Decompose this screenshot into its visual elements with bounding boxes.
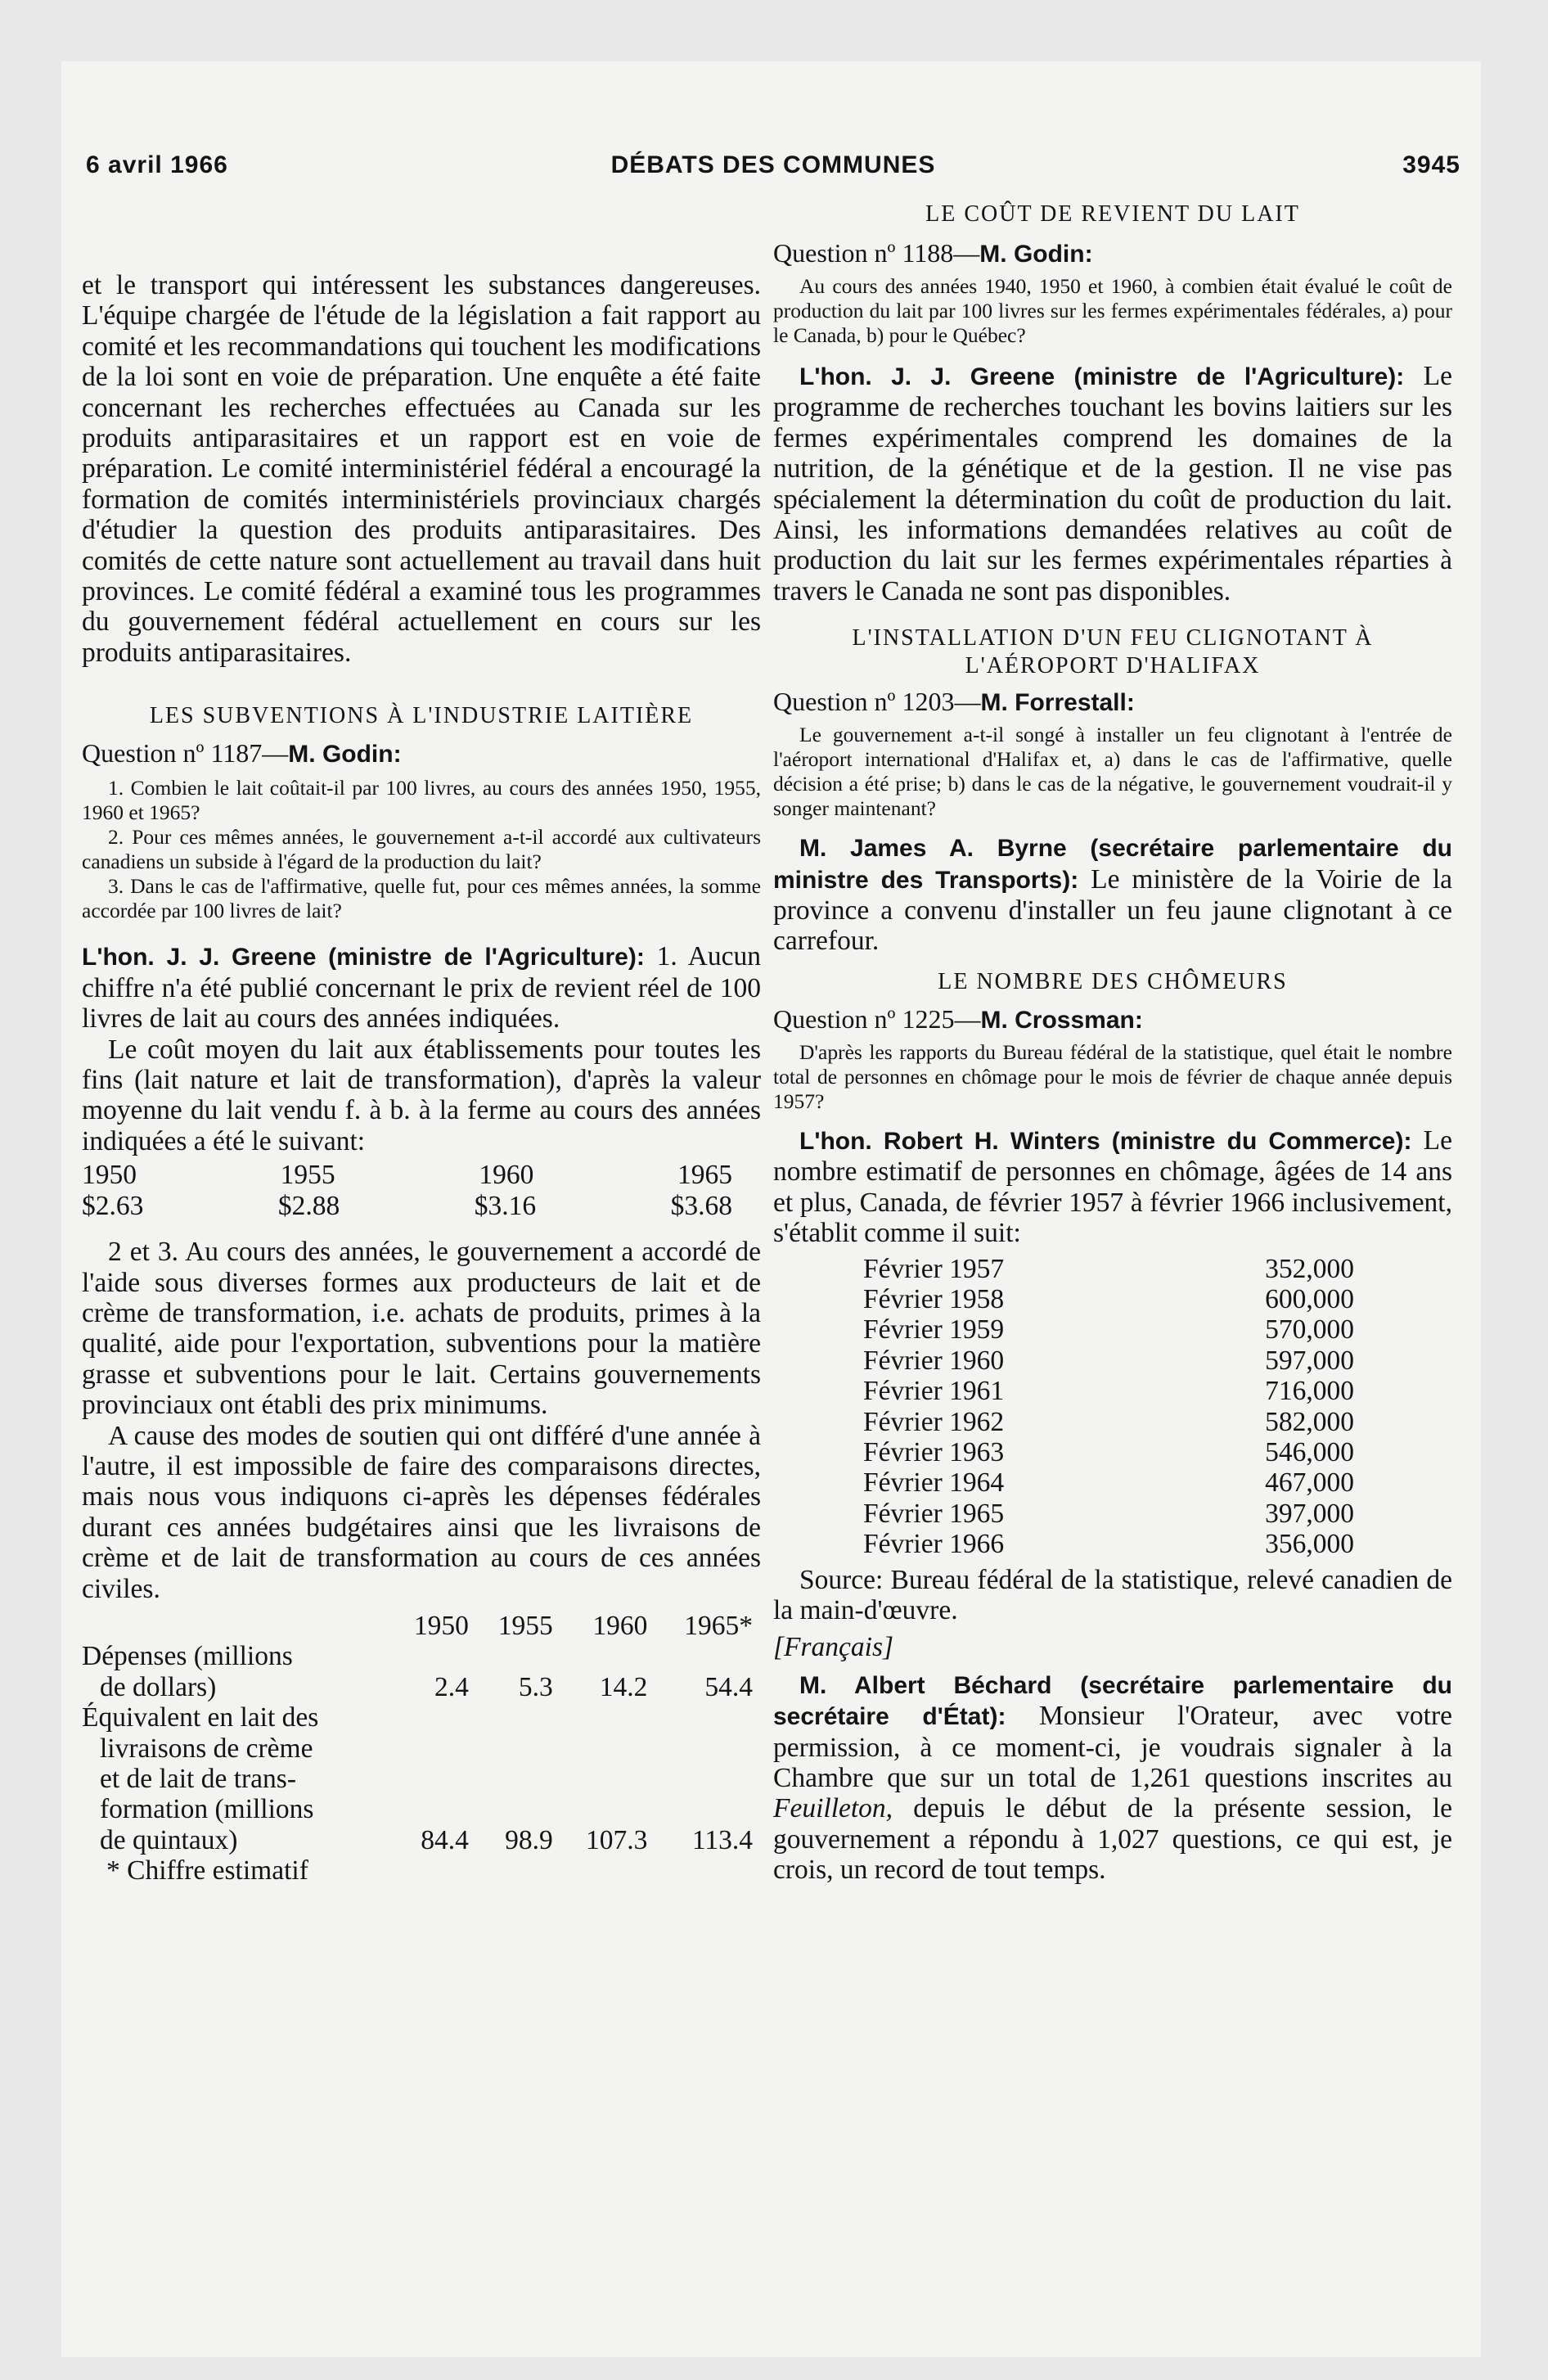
table-cell: 5.3 (518, 1671, 553, 1702)
table-row (863, 1284, 1354, 1314)
expenditure-table (82, 1611, 753, 1855)
question-author: M. Godin: (979, 241, 1093, 268)
question-number: Question nº 1188— (773, 238, 980, 268)
header-date: 6 avril 1966 (86, 151, 228, 178)
price-table-values (82, 1191, 761, 1222)
speaker-name: M. Albert Béchard (secrétaire parlementaire du secrétaire d'État): (773, 1671, 1452, 1731)
paragraph: 2 et 3. Au cours des années, le gouvernement a accordé de l'aide sous diverses formes aux producteurs de lait et de crème de transformation, i.e. achats de produits, primes à la qualité, aide pour l'exportation, subventions pour la matière grasse et subventions pour le lait. Certains gouvernements provinciaux ont établi des prix minimums. (82, 1237, 761, 1421)
answer-text: Monsieur l'Orateur, avec votre permission, à ce moment-ci, je voudrais signaler à la Chambre que sur un total de 1,261 questions inscrites au (773, 1701, 1452, 1793)
question-line (82, 738, 761, 769)
table-row (863, 1499, 1354, 1529)
question-text: 3. Dans le cas de l'affirmative, quelle fut, pour ces mêmes années, la somme accordée par 100 livres de lait? (82, 874, 761, 923)
price-cell: $2.63 (82, 1191, 144, 1222)
row-label-line: de quintaux) (100, 1824, 238, 1855)
question-author: M. Godin: (288, 741, 402, 769)
row-label-line: livraisons de crème (100, 1733, 313, 1764)
table-row (82, 1702, 753, 1855)
month-cell: Février 1958 (863, 1283, 1005, 1314)
value-cell: 546,000 (1265, 1436, 1354, 1467)
value-cell: 356,000 (1265, 1529, 1354, 1560)
year-cell: 1950 (82, 1160, 137, 1191)
table-footnote: * Chiffre estimatif (106, 1855, 308, 1886)
question-line (773, 687, 1452, 718)
table-header-cell: 1955 (497, 1611, 553, 1641)
section-heading: LE NOMBRE DES CHÔMEURS (938, 968, 1288, 994)
month-cell: Février 1965 (863, 1498, 1005, 1529)
unemployment-table (863, 1254, 1354, 1560)
question-line (773, 238, 1452, 269)
year-cell: 1955 (280, 1160, 335, 1191)
right-column (773, 201, 1452, 1886)
question-number: Question nº 1187— (82, 738, 289, 769)
answer-paragraph (773, 361, 1452, 606)
speaker-name: L'hon. Robert H. Winters (ministre du Commerce): (799, 1127, 1412, 1155)
value-cell: 600,000 (1265, 1283, 1354, 1314)
month-cell: Février 1962 (863, 1406, 1005, 1437)
section-heading: LES SUBVENTIONS À L'INDUSTRIE LAITIÈRE (149, 703, 694, 729)
month-cell: Février 1966 (863, 1529, 1005, 1560)
section-heading: L'INSTALLATION D'UN FEU CLIGNOTANT À (852, 625, 1374, 651)
value-cell: 397,000 (1265, 1498, 1354, 1529)
value-cell: 352,000 (1265, 1253, 1354, 1284)
question-number: Question nº 1203— (773, 687, 981, 717)
table-row (82, 1641, 753, 1702)
paragraph: et le transport qui intéressent les substances dangereuses. L'équipe chargée de l'étude de la législation a fait rapport au comité et les recommandations qui touchent les modifications de la loi sont en voie de préparation. Une enquête a été faite concernant les recherches effectuées au Canada sur les produits antiparasitaires et un rapport est en voie de préparation. Le comité interministériel fédéral a encouragé la formation de comités interministériels provinciaux chargés d'étudier la question des produits antiparasitaires. Des comités de cette nature sont actuellement au travail dans huit provinces. Le comité fédéral a examiné tous les programmes du gouvernement fédéral actuellement en cours sur les produits antiparasitaires. (82, 270, 761, 668)
header-title: DÉBATS DES COMMUNES (610, 151, 936, 178)
table-row (863, 1467, 1354, 1498)
table-row (863, 1254, 1354, 1284)
question-author: M. Forrestall: (980, 689, 1135, 717)
price-cell: $3.16 (474, 1191, 537, 1222)
speaker-name: L'hon. J. J. Greene (ministre de l'Agriculture): (799, 363, 1405, 390)
question-number: Question nº 1225— (773, 1003, 981, 1034)
speaker-name: L'hon. J. J. Greene (ministre de l'Agriculture): (82, 944, 645, 971)
value-cell: 467,000 (1265, 1467, 1354, 1499)
table-cell: 113.4 (691, 1824, 753, 1855)
section-heading: L'AÉROPORT D'HALIFAX (965, 653, 1261, 679)
value-cell: 582,000 (1265, 1406, 1354, 1437)
year-cell: 1965 (677, 1160, 732, 1191)
value-cell: 716,000 (1265, 1376, 1354, 1407)
answer-text: Le programme de recherches touchant les bovins laitiers sur les fermes expérimentales comprend les domaines de la nutrition, de la génétique et de la gestion. Il ne vise pas spécialement la détermination du coût de production du lait. Ainsi, les informations demandées relatives au coût de production du lait sur les fermes expérimentales réparties à travers le Canada ne sont pas disponibles. (773, 361, 1452, 606)
row-label-line: Dépenses (millions (82, 1641, 293, 1672)
question-line (773, 1004, 1452, 1035)
table-cell: 98.9 (505, 1824, 553, 1855)
price-table (82, 1160, 761, 1222)
question-text: Au cours des années 1940, 1950 et 1960, à combien était évalué le coût de production du lait par 100 livres sur les fermes expérimentales fédérales, a) pour le Canada, b) pour le Québec? (773, 274, 1452, 347)
language-marker: [Français] (773, 1632, 894, 1663)
answer-paragraph (773, 1670, 1452, 1886)
paragraph: A cause des modes de soutien qui ont différé d'une année à l'autre, il est impossible de faire des comparaisons directes, mais nous vous indiquons ci-après les dépenses fédérales durant ces années budgétaires ainsi que les livraisons de crème et de lait de transformation au cours de ces années civiles. (82, 1420, 761, 1604)
question-author: M. Crossman: (980, 1006, 1143, 1034)
row-label (82, 1641, 385, 1702)
answer-text: Le nombre estimatif de personnes en chômage, âgées de 14 ans et plus, Canada, de février 1957 à février 1966 inclusivement, s'établit comme il suit: (773, 1125, 1452, 1249)
answer-paragraph (82, 941, 761, 1034)
table-header-cell: 1960 (592, 1611, 648, 1641)
table-row (863, 1407, 1354, 1437)
table-header-cell: 1965* (684, 1611, 753, 1641)
page-header (86, 151, 1460, 192)
row-label (82, 1702, 385, 1855)
answer-text-italic: Feuilleton, (773, 1793, 893, 1824)
row-label-line: formation (millions (100, 1794, 314, 1825)
value-cell: 597,000 (1265, 1345, 1354, 1376)
question-text: Le gouvernement a-t-il songé à installer un feu clignotant à l'entrée de l'aéroport international d'Halifax et, a) dans le cas de l'affirmative, quelle décision a été prise; b) dans le cas de la négative, le gouvernement voudrait-il y songer maintenant? (773, 723, 1452, 821)
value-cell: 570,000 (1265, 1314, 1354, 1346)
table-row (863, 1437, 1354, 1467)
section-heading: LE COÛT DE REVIENT DU LAIT (925, 201, 1300, 227)
price-cell: $3.68 (670, 1191, 732, 1222)
table-cell: 14.2 (599, 1671, 648, 1702)
price-table-years (82, 1160, 761, 1191)
answer-paragraph (773, 832, 1452, 957)
table-cell: 84.4 (421, 1824, 469, 1855)
table-cell: 107.3 (586, 1824, 648, 1855)
question-text: 2. Pour ces mêmes années, le gouvernement a-t-il accordé aux cultivateurs canadiens un subside à l'égard de la production du lait? (82, 825, 761, 874)
month-cell: Février 1961 (863, 1376, 1005, 1407)
source-note: Source: Bureau fédéral de la statistique, relevé canadien de la main-d'œuvre. (773, 1564, 1452, 1625)
month-cell: Février 1960 (863, 1345, 1005, 1376)
question-text: 1. Combien le lait coûtait-il par 100 livres, au cours des années 1950, 1955, 1960 et 1965? (82, 776, 761, 825)
table-row (863, 1314, 1354, 1345)
page (61, 61, 1481, 2357)
row-label-line: de dollars) (100, 1671, 217, 1702)
table-header-row (82, 1611, 753, 1641)
month-cell: Février 1959 (863, 1314, 1005, 1346)
question-text: D'après les rapports du Bureau fédéral de la statistique, quel était le nombre total de personnes en chômage pour le mois de février de chaque année depuis 1957? (773, 1039, 1452, 1113)
year-cell: 1960 (479, 1160, 534, 1191)
answer-paragraph (773, 1125, 1452, 1249)
row-label-line: et de lait de trans- (100, 1764, 296, 1795)
answer-text: depuis le début de la présente session, le gouvernement a répondu à 1,027 questions, ce qui est, je crois, un record de tout temps. (773, 1793, 1452, 1886)
month-cell: Février 1963 (863, 1436, 1005, 1467)
table-row (863, 1529, 1354, 1559)
row-label-line: Équivalent en lait des (82, 1702, 319, 1733)
table-header-cell: 1950 (413, 1611, 469, 1641)
left-column (82, 201, 761, 1886)
speaker-name: M. James A. Byrne (secrétaire parlementaire du ministre des Transports): (773, 835, 1452, 894)
answer-text: 1. Aucun chiffre n'a été publié concernant le prix de revient réel de 100 livres de lait au cours des années indiquées. (82, 941, 761, 1034)
paragraph: Le coût moyen du lait aux établissements pour toutes les fins (lait nature et lait de transformation), d'après la valeur moyenne du lait vendu f. à b. à la ferme au cours des années indiquées a été le suivant: (82, 1034, 761, 1156)
answer-text: Le ministère de la Voirie de la province a convenu d'installer un feu jaune clignotant à ce carrefour. (773, 863, 1452, 957)
table-cell: 54.4 (704, 1671, 753, 1702)
price-cell: $2.88 (277, 1191, 340, 1222)
header-page-number: 3945 (1402, 151, 1460, 178)
month-cell: Février 1957 (863, 1253, 1005, 1284)
month-cell: Février 1964 (863, 1467, 1005, 1499)
table-cell: 2.4 (434, 1671, 469, 1702)
table-row (863, 1346, 1354, 1376)
table-row (863, 1376, 1354, 1406)
